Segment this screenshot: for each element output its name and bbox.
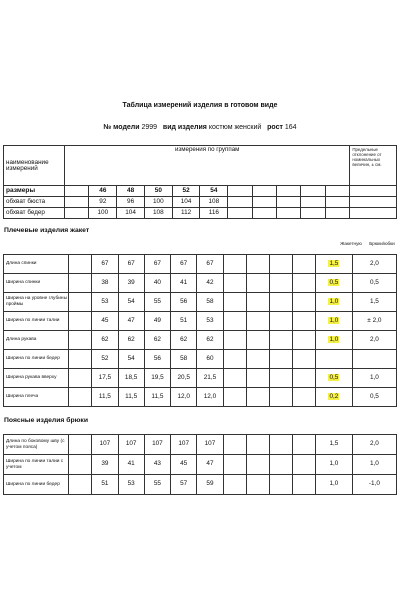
empty-cell xyxy=(223,435,246,455)
model-label: № модели xyxy=(103,124,140,131)
height-value: 164 xyxy=(284,124,297,131)
value-cell: 11,5 xyxy=(144,388,170,407)
row-label: Ширина по линии талии с учетом xyxy=(4,455,69,475)
value-cell: 41 xyxy=(118,455,144,475)
value-cell: 116 xyxy=(200,208,228,219)
value-cell: 62 xyxy=(171,331,197,350)
empty-cell xyxy=(223,293,246,312)
row-label: Ширина по линии бедер xyxy=(4,350,69,369)
empty-cell xyxy=(325,197,349,208)
empty-cell xyxy=(69,255,92,274)
value-cell: 104 xyxy=(117,208,145,219)
tolerance-cell xyxy=(316,475,353,495)
table-row xyxy=(4,255,397,274)
empty-cell xyxy=(325,186,349,197)
value-cell: 58 xyxy=(197,293,223,312)
table-row xyxy=(4,274,397,293)
tolerance-value: 0,5 xyxy=(329,278,339,286)
model-line xyxy=(0,124,400,131)
value-cell: 56 xyxy=(144,350,170,369)
empty-cell xyxy=(223,475,246,495)
empty-cell xyxy=(350,186,397,197)
empty-cell xyxy=(223,255,246,274)
value-cell: 67 xyxy=(118,255,144,274)
tolerance-value: 1,0 xyxy=(329,297,339,305)
tolerance-cell xyxy=(316,293,353,312)
value-cell: 53 xyxy=(118,475,144,495)
value-cell: 107 xyxy=(171,435,197,455)
table-row xyxy=(4,388,397,407)
value-cell: 62 xyxy=(144,331,170,350)
row-label: Длина рукава xyxy=(4,331,69,350)
empty-cell xyxy=(269,293,292,312)
empty-cell xyxy=(269,331,292,350)
tolerance-cell xyxy=(316,331,353,350)
tolerance-value: 1,0 xyxy=(329,480,339,488)
value-cell: 58 xyxy=(171,350,197,369)
value-cell: 40 xyxy=(144,274,170,293)
empty-cell xyxy=(246,455,269,475)
empty-cell xyxy=(228,208,252,219)
document-title: Таблица измерений изделия в готовом виде xyxy=(122,102,278,109)
value-cell: 52 xyxy=(92,350,118,369)
tolerance-value: 1,0 xyxy=(329,316,339,324)
value-cell: 11,5 xyxy=(118,388,144,407)
value-cell: 67 xyxy=(92,255,118,274)
type-label: вид изделия xyxy=(162,124,207,131)
row-label: Ширина на уровне глубины проймы xyxy=(4,293,69,312)
empty-cell xyxy=(269,369,292,388)
tolerance-value: 0,2 xyxy=(329,392,339,400)
empty-cell xyxy=(252,197,276,208)
empty-cell xyxy=(269,388,292,407)
groups-header: измерения по группам xyxy=(65,146,350,186)
shoulder-table xyxy=(3,254,397,407)
value-cell: 12,0 xyxy=(197,388,223,407)
size-cell: 46 xyxy=(89,186,117,197)
tolerance-value: 1,0 xyxy=(329,460,339,468)
tolerance-cell: 1,0 xyxy=(352,455,396,475)
value-cell: 107 xyxy=(118,435,144,455)
tolerance-value: 0,5 xyxy=(329,373,339,381)
empty-cell xyxy=(228,197,252,208)
value-cell: 107 xyxy=(92,435,118,455)
empty-cell xyxy=(277,197,301,208)
empty-cell xyxy=(252,208,276,219)
size-cell: 54 xyxy=(200,186,228,197)
value-cell: 92 xyxy=(89,197,117,208)
row-label: обхват бедер xyxy=(4,208,65,219)
value-cell: 108 xyxy=(144,208,172,219)
value-cell: 51 xyxy=(171,312,197,331)
value-cell: 62 xyxy=(92,331,118,350)
empty-cell xyxy=(223,350,246,369)
empty-cell xyxy=(350,197,397,208)
tolerance-cell xyxy=(316,455,353,475)
value-cell: 55 xyxy=(144,475,170,495)
tolerance-cell xyxy=(316,312,353,331)
empty-cell xyxy=(269,350,292,369)
table-row xyxy=(4,197,397,208)
empty-cell xyxy=(269,274,292,293)
tolerance-cell xyxy=(352,350,396,369)
tolerance-cell: ± 2,0 xyxy=(352,312,396,331)
tolerance-value: 1,0 xyxy=(329,335,339,343)
row-label: обхват бюста xyxy=(4,197,65,208)
value-cell: 108 xyxy=(200,197,228,208)
table-row xyxy=(4,331,397,350)
value-cell: 18,5 xyxy=(118,369,144,388)
value-cell: 42 xyxy=(197,274,223,293)
value-cell: 45 xyxy=(92,312,118,331)
empty-cell xyxy=(292,255,315,274)
row-label: Ширина спинки xyxy=(4,274,69,293)
empty-cell xyxy=(246,388,269,407)
row-label: Ширина рукава вверху xyxy=(4,369,69,388)
shoulder-section-title: Плечевые изделия жакет xyxy=(4,227,90,234)
value-cell: 107 xyxy=(197,435,223,455)
empty-cell xyxy=(301,208,325,219)
empty-cell xyxy=(223,388,246,407)
empty-cell xyxy=(69,455,92,475)
value-cell: 67 xyxy=(171,255,197,274)
value-cell: 19,5 xyxy=(144,369,170,388)
empty-cell xyxy=(69,388,92,407)
value-cell: 51 xyxy=(92,475,118,495)
model-value: 2999 xyxy=(141,124,158,131)
empty-cell xyxy=(292,331,315,350)
empty-cell xyxy=(69,312,92,331)
empty-cell xyxy=(246,475,269,495)
tol-head-jacket: Жакетную xyxy=(340,241,362,246)
row-label: Ширина плеча xyxy=(4,388,69,407)
empty-cell xyxy=(325,208,349,219)
empty-cell xyxy=(228,186,252,197)
size-cell: 52 xyxy=(172,186,200,197)
empty-cell xyxy=(269,312,292,331)
value-cell: 60 xyxy=(197,350,223,369)
name-header: наименование измерений xyxy=(4,146,65,186)
tolerance-value: 1,5 xyxy=(329,440,339,448)
empty-cell xyxy=(246,255,269,274)
empty-cell xyxy=(246,274,269,293)
empty-cell xyxy=(246,369,269,388)
tolerance-cell xyxy=(316,435,353,455)
empty-cell xyxy=(292,475,315,495)
value-cell: 67 xyxy=(144,255,170,274)
value-cell: 12,0 xyxy=(171,388,197,407)
value-cell: 47 xyxy=(197,455,223,475)
value-cell: 41 xyxy=(171,274,197,293)
tolerance-cell: 0,5 xyxy=(352,388,396,407)
value-cell: 53 xyxy=(92,293,118,312)
table-row xyxy=(4,293,397,312)
empty-cell xyxy=(69,293,92,312)
empty-cell xyxy=(350,208,397,219)
empty-cell xyxy=(223,331,246,350)
empty-cell xyxy=(69,369,92,388)
empty-cell xyxy=(246,312,269,331)
value-cell: 57 xyxy=(171,475,197,495)
empty-cell xyxy=(269,255,292,274)
height-label: рост xyxy=(267,124,283,131)
value-cell: 59 xyxy=(197,475,223,495)
empty-cell xyxy=(269,435,292,455)
empty-cell xyxy=(69,435,92,455)
empty-cell xyxy=(246,435,269,455)
value-cell: 21,5 xyxy=(197,369,223,388)
value-cell: 39 xyxy=(92,455,118,475)
value-cell: 43 xyxy=(144,455,170,475)
empty-cell xyxy=(69,475,92,495)
value-cell: 56 xyxy=(171,293,197,312)
tolerance-cell xyxy=(316,255,353,274)
tolerance-cell: 2,0 xyxy=(352,331,396,350)
value-cell: 53 xyxy=(197,312,223,331)
value-cell: 100 xyxy=(144,197,172,208)
waist-table xyxy=(3,434,397,495)
waist-section-title: Поясные изделия брюки xyxy=(4,417,89,424)
empty-cell xyxy=(292,369,315,388)
table-row xyxy=(4,350,397,369)
empty-cell xyxy=(69,274,92,293)
type-value: костюм женский xyxy=(208,124,262,131)
empty-cell xyxy=(69,350,92,369)
value-cell: 39 xyxy=(118,274,144,293)
empty-cell xyxy=(252,186,276,197)
empty-cell xyxy=(277,186,301,197)
body-measurements-table xyxy=(3,145,397,219)
tolerance-cell: 2,0 xyxy=(352,435,396,455)
empty-cell xyxy=(292,435,315,455)
table-row xyxy=(4,208,397,219)
value-cell: 104 xyxy=(172,197,200,208)
empty-cell xyxy=(246,331,269,350)
empty-cell xyxy=(292,274,315,293)
empty-cell xyxy=(223,455,246,475)
empty-cell xyxy=(292,312,315,331)
sizes-label: размеры xyxy=(4,186,65,197)
value-cell: 11,5 xyxy=(92,388,118,407)
table-row xyxy=(4,455,397,475)
value-cell: 67 xyxy=(197,255,223,274)
tolerance-cell xyxy=(316,274,353,293)
value-cell: 49 xyxy=(144,312,170,331)
size-cell: 48 xyxy=(117,186,145,197)
value-cell: 38 xyxy=(92,274,118,293)
empty-cell xyxy=(65,186,89,197)
empty-cell xyxy=(65,208,89,219)
empty-cell xyxy=(246,350,269,369)
empty-cell xyxy=(292,388,315,407)
empty-cell xyxy=(65,197,89,208)
value-cell: 45 xyxy=(171,455,197,475)
tolerance-cell xyxy=(316,369,353,388)
tolerance-value: 1,5 xyxy=(329,259,339,267)
value-cell: 96 xyxy=(117,197,145,208)
tol-head-trousers: Брюки/юбки xyxy=(369,241,395,246)
tolerance-cell xyxy=(316,350,353,369)
deviation-note: Предельные отклонение от номинальных величин, ± см. xyxy=(350,146,397,186)
tolerance-cell: 1,5 xyxy=(352,293,396,312)
row-label: Ширина по линии бедер xyxy=(4,475,69,495)
table-row xyxy=(4,435,397,455)
table-row xyxy=(4,312,397,331)
row-label: Длина спинки xyxy=(4,255,69,274)
table-row xyxy=(4,475,397,495)
value-cell: 17,5 xyxy=(92,369,118,388)
row-label: Ширина по линии талии xyxy=(4,312,69,331)
empty-cell xyxy=(292,455,315,475)
value-cell: 112 xyxy=(172,208,200,219)
value-cell: 100 xyxy=(89,208,117,219)
value-cell: 20,5 xyxy=(171,369,197,388)
value-cell: 54 xyxy=(118,293,144,312)
size-cell: 50 xyxy=(144,186,172,197)
empty-cell xyxy=(246,293,269,312)
value-cell: 55 xyxy=(144,293,170,312)
value-cell: 54 xyxy=(118,350,144,369)
empty-cell xyxy=(292,350,315,369)
empty-cell xyxy=(269,455,292,475)
tolerance-cell: 0,5 xyxy=(352,274,396,293)
tolerance-cell: 1,0 xyxy=(352,369,396,388)
empty-cell xyxy=(223,274,246,293)
value-cell: 107 xyxy=(144,435,170,455)
tolerance-cell xyxy=(316,388,353,407)
empty-cell xyxy=(223,312,246,331)
empty-cell xyxy=(301,186,325,197)
empty-cell xyxy=(69,331,92,350)
row-label: Длина по боковому шву (с учетом пояса) xyxy=(4,435,69,455)
empty-cell xyxy=(269,475,292,495)
tolerance-cell: -1,0 xyxy=(352,475,396,495)
empty-cell xyxy=(292,293,315,312)
value-cell: 47 xyxy=(118,312,144,331)
value-cell: 62 xyxy=(118,331,144,350)
value-cell: 62 xyxy=(197,331,223,350)
empty-cell xyxy=(277,208,301,219)
tolerance-cell: 2,0 xyxy=(352,255,396,274)
empty-cell xyxy=(223,369,246,388)
empty-cell xyxy=(301,197,325,208)
table-row xyxy=(4,369,397,388)
